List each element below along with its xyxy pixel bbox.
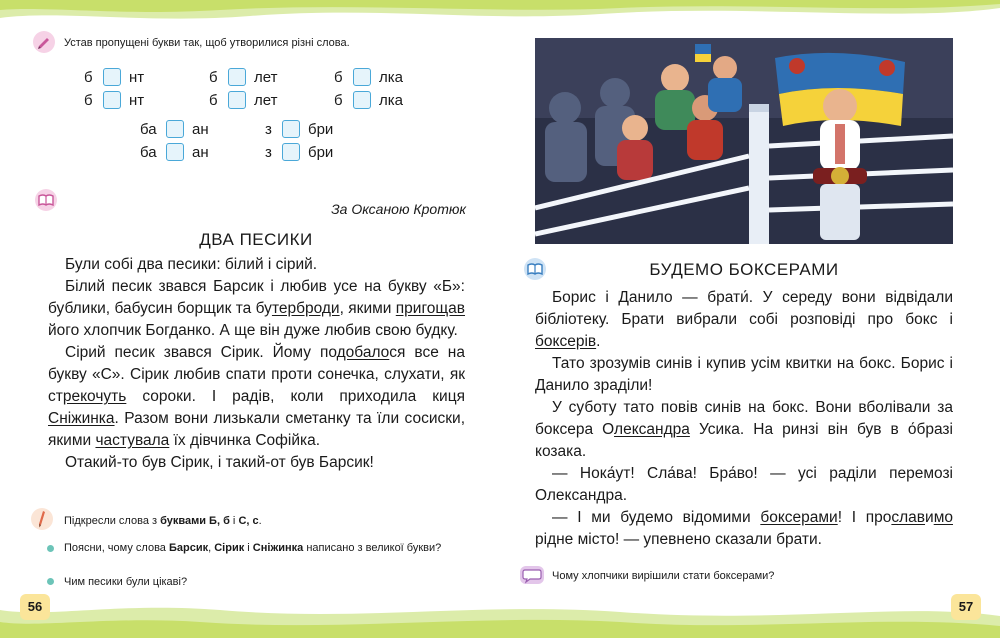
letter-input-box[interactable]	[166, 143, 184, 161]
letter-suffix: лет	[254, 92, 278, 109]
paragraph: Сірий песик звався Сірик. Йому подобалося все на букву «С». Сірик любив спати проти сонечка, слухати, як стрекочуть сороки. І радів, коли приходила киця Сніжинка. Разом вони лизькали сметанку та їли сосиски, якими частувала їх дівчинка Софійка.	[48, 344, 465, 449]
letter-suffix: нт	[129, 69, 145, 86]
bottom-wave-decoration	[0, 598, 1000, 638]
author-credit: За Оксаною Кротюк	[331, 201, 466, 217]
letter-prefix: б	[209, 69, 218, 86]
question-2: Чим песики були цікаві?	[64, 576, 188, 588]
letter-prefix: б	[84, 92, 93, 109]
book-reading-icon	[35, 189, 57, 211]
letter-input-box[interactable]	[228, 68, 246, 86]
paragraph: Борис і Данило — брати́. У середу вони відвідали бібліотеку. Брати вибрали собі розповіді про бокс і боксерів.	[535, 289, 953, 350]
letter-suffix: ан	[192, 121, 209, 138]
bullet-dot	[47, 545, 54, 552]
letter-input-box[interactable]	[282, 120, 300, 138]
letter-suffix: бри	[308, 144, 334, 161]
paragraph: Були собі два песики: білий і сірий.	[65, 256, 318, 273]
paragraph: У суботу тато повів синів на бокс. Вони вболівали за боксера Олександра Усика. На ринзі він був в о́бразі козака.	[535, 399, 953, 460]
letter-input-box[interactable]	[166, 120, 184, 138]
bullet-dot	[47, 578, 54, 585]
letter-prefix: б	[334, 69, 343, 86]
letter-suffix: лет	[254, 69, 278, 86]
story-text	[535, 287, 953, 551]
letter-input-box[interactable]	[353, 91, 371, 109]
task-instruction: Устав пропущені букви так, щоб утворилися різні слова.	[64, 37, 350, 49]
letter-prefix: б	[209, 92, 218, 109]
letter-suffix: нт	[129, 92, 145, 109]
question: Чому хлопчики вирішили стати боксерами?	[552, 570, 775, 582]
underline-task: Підкресли слова з буквами Б, б і С, с.	[64, 515, 262, 527]
boxing-ring-illustration	[535, 38, 953, 244]
paragraph: Білий песик звався Барсик і любив усе на букву «Б»: бублики, бабусин борщик та бутерброди, якими пригощав його хлопчик Богданко. А ще він дуже любив свою будку.	[48, 278, 465, 339]
letter-suffix: лка	[379, 92, 403, 109]
paragraph: — І ми будемо відомими боксерами! І прославимо рідне місто! — упевнено сказали брати.	[535, 509, 953, 548]
letter-input-box[interactable]	[282, 143, 300, 161]
letter-prefix: з	[265, 144, 272, 161]
pencil-underline-icon	[31, 508, 53, 530]
letter-suffix: ан	[192, 144, 209, 161]
letter-suffix: лка	[379, 69, 403, 86]
page-number-left: 56	[20, 594, 50, 620]
paragraph: — Нока́ут! Сла́ва! Бра́во! — усі раділи перемозі Олександра.	[535, 465, 953, 504]
letter-input-box[interactable]	[228, 91, 246, 109]
letter-suffix: бри	[308, 121, 334, 138]
paragraph: Отакий-то був Сірик, і такий-от був Барсик!	[65, 454, 374, 471]
story-title: БУДЕМО БОКСЕРАМИ	[649, 260, 839, 279]
page-number-right: 57	[951, 594, 981, 620]
top-wave-decoration	[0, 0, 1000, 30]
story-text	[48, 254, 465, 474]
letter-prefix: б	[84, 69, 93, 86]
question-1: Поясни, чому слова Барсик, Сірик і Сніжинка написано з великої букви?	[64, 542, 442, 554]
letter-input-box[interactable]	[103, 68, 121, 86]
speech-bubble-icon	[520, 566, 544, 584]
story-title: ДВА ПЕСИКИ	[199, 230, 313, 249]
letter-prefix: ба	[140, 144, 157, 161]
paragraph: Тато зрозумів синів і купив усім квитки на бокс. Борис і Данило зраділи!	[535, 355, 953, 394]
letter-prefix: б	[334, 92, 343, 109]
letter-input-box[interactable]	[103, 91, 121, 109]
letter-input-box[interactable]	[353, 68, 371, 86]
pencil-task-icon	[33, 31, 55, 53]
letter-prefix: ба	[140, 121, 157, 138]
letter-prefix: з	[265, 121, 272, 138]
